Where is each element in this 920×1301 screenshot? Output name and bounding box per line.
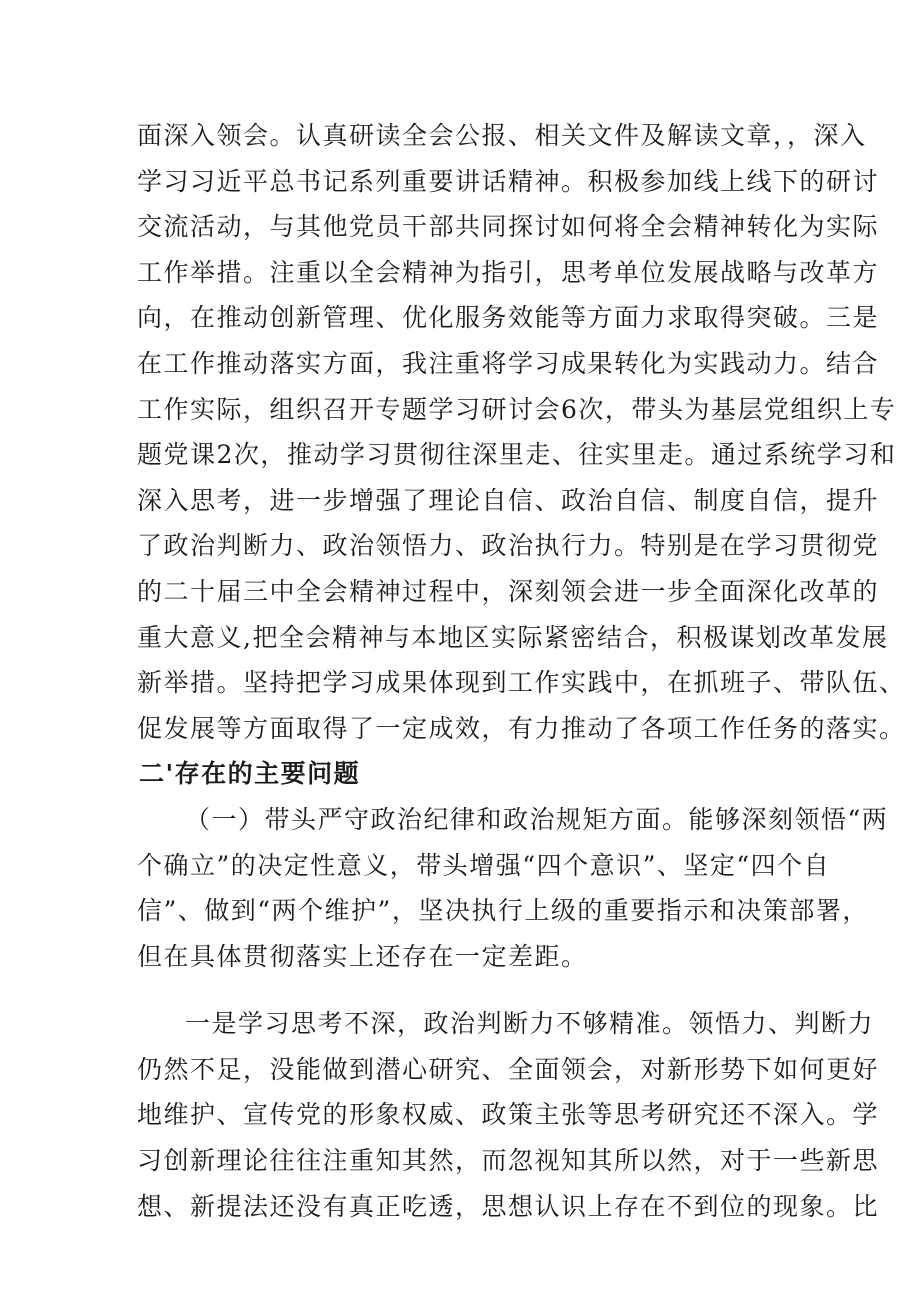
text-line: 题党课2次，推动学习贯彻往深里走、往实里走。通过系统学习和 — [137, 440, 897, 470]
text-line: 面深入领会。认真研读全会公报、相关文件及解读文章，，深入 — [137, 121, 867, 150]
text-line: 习创新理论往往注重知其然，而忽视知其所以然，对于一些新思 — [137, 1146, 880, 1176]
text-line: 了政治判断力、政治领悟力、政治执行力。特别是在学习贯彻党 — [137, 531, 880, 561]
text-line: 交流活动，与其他党员干部共同探讨如何将全会精神转化为实际 — [137, 212, 880, 242]
text-line: 向，在推动创新管理、优化服务效能等方面力求取得突破。三是 — [137, 303, 880, 333]
text-line: （一）带头严守政治纪律和政治规矩方面。能够深刻领悟“两 — [185, 804, 889, 834]
text-line: 一是学习思考不深，政治判断力不够精准。领悟力、判断力 — [185, 1009, 875, 1039]
document-body — [137, 113, 906, 1229]
text-line: 想、新提法还没有真正吃透，思想认识上存在不到位的现象。比 — [137, 1191, 880, 1221]
paragraph-gap — [137, 979, 797, 1001]
text-line: 工作举措。注重以全会精神为指引，思考单位发展战略与改革方 — [137, 257, 880, 287]
text-line: 但在具体贯彻落实上还存在一定差距。 — [137, 941, 588, 971]
text-line: 在工作推动落实方面，我注重将学习成果转化为实践动力。结合 — [137, 348, 880, 378]
section-heading: 二'存在的主要问题 — [139, 759, 361, 789]
text-line: 地维护、宣传党的形象权威、政策主张等思考研究还不深入。学 — [137, 1100, 880, 1130]
text-line: 个确立”的决定性意义，带头增强“四个意识”、坚定“四个自 — [137, 850, 831, 880]
text-line: 深入思考，进一步增强了理论自信、政治自信、制度自信，提升 — [137, 485, 880, 515]
text-line: 信”、做到“两个维护”，坚决执行上级的重要指示和决策部署， — [137, 896, 869, 926]
text-line: 学习习近平总书记系列重要讲话精神。积极参加线上线下的研讨 — [137, 166, 880, 196]
text-line: 重大意义,把全会精神与本地区实际紧密结合，积极谋划改革发展 — [137, 622, 889, 652]
text-line: 工作实际，组织召开专题学习研讨会6次，带头为基层党组织上专 — [137, 394, 897, 424]
text-line: 的二十届三中全会精神过程中，深刻领会进一步全面深化改革的 — [137, 576, 880, 606]
text-line: 新举措。坚持把学习成果体现到工作实践中，在抓班子、带队伍、 — [137, 668, 906, 698]
text-line: 仍然不足，没能做到潜心研究、全面领会，对新形势下如何更好 — [137, 1054, 880, 1084]
text-line: 促发展等方面取得了一定成效，有力推动了各项工作任务的落实。 — [137, 713, 906, 743]
